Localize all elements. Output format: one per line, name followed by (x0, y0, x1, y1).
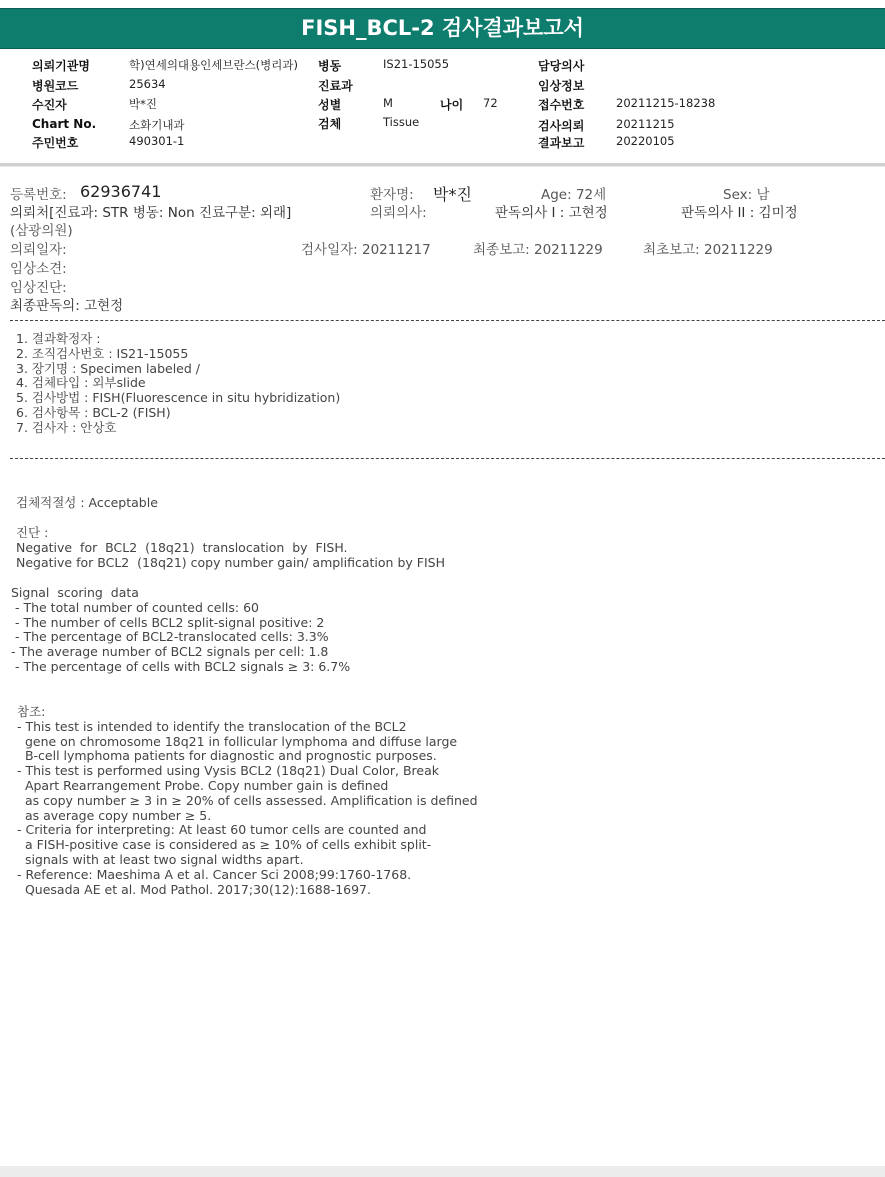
ssn-label: 주민번호 (32, 136, 79, 150)
final-report-date: 최종보고: 20211229 (473, 242, 603, 258)
header-divider-shadow (0, 166, 885, 167)
requester-line: 의뢰처[진료과: STR 병동: Non 진료구분: 외래] (10, 205, 292, 221)
reg-label: 등록번호: (10, 187, 67, 203)
final-reader: 최종판독의: 고현정 (10, 298, 124, 314)
ward-value: IS21-15055 (383, 57, 450, 71)
chart-label: Chart No. (32, 117, 97, 131)
institution-value: 학)연세의대용인세브란스(병리과) (129, 58, 298, 72)
test-items-list: 1. 결과확정자 : 2. 조직검사번호 : IS21-15055 3. 장기명 : Specimen labeled / 4. 검체타입 : 외부slide 5. 검사방법 : FISH(Fluorescence in situ hybridization) 6. 검사항목 : BCL-2 (FISH) 7. 검사자 : 안상호 (16, 331, 341, 435)
report-date-label: 결과보고 (538, 136, 585, 150)
dashed-divider-top (10, 320, 885, 321)
dept-label: 진료과 (318, 79, 353, 93)
hospital-code-label: 병원코드 (32, 79, 79, 93)
institution-label: 의뢰기관명 (32, 59, 90, 73)
request-date: 의뢰일자: (10, 242, 67, 258)
clinical-diagnosis: 임상진단: (10, 280, 67, 296)
sex-value: M (383, 96, 393, 110)
dashed-divider-bottom (10, 458, 885, 459)
age-value: 72 (483, 96, 498, 110)
specimen-value: Tissue (383, 115, 420, 129)
sex-label: 성별 (318, 98, 342, 112)
signal-scoring-data: Signal scoring data - The total number of counted cells: 60 - The number of cells BCL2 split-signal positive: 2 - The percentage of BCL2-translocated cells: 3.3% - The average number of BCL2 signals per cell: 1.8 - The percentage of cells with BCL2 signals ≥ 3: 6.7% (11, 585, 351, 674)
specimen-label: 검체 (318, 117, 342, 131)
receipt-value: 20211215-18238 (616, 96, 716, 110)
age-label: 나이 (440, 98, 464, 112)
patient-value: 박*진 (129, 97, 157, 111)
reg-value: 62936741 (80, 182, 162, 201)
sex-text: Sex: 남 (723, 187, 770, 203)
reference-section: 참조: - This test is intended to identify the translocation of the BCL2 gene on chromosome 18q21 in follicular lymphoma and diffuse large B-cell lymphoma patients for diagnostic and prognostic purposes. - This test is performed using Vysis BCL2 (18q21) Dual Color, Break Apart Rearrangement Probe. Copy number gain is defined as copy number ≥ 3 in ≥ 20% of cells assessed. Amplification is defined as average copy number ≥ 5. - Criteria for interpreting: At least 60 tumor cells are counted and a FISH-positive case is considered as ≥ 10% of cells exhibit split- signals with at least two signal widths apart. - Reference: Maeshima A et al. Cancer Sci 2008;99:1760-1768. Quesada AE et al. Mod Pathol. 2017;30(12):1688-1697. (17, 704, 478, 897)
receipt-label: 접수번호 (538, 98, 585, 112)
chart-value: 소화기내과 (129, 118, 185, 132)
age-text: Age: 72세 (541, 187, 607, 203)
request-label: 검사의뢰 (538, 119, 585, 133)
request-value: 20211215 (616, 117, 675, 131)
patient-label: 수진자 (32, 98, 67, 112)
patient-name-value: 박*진 (433, 185, 472, 204)
patient-name-label: 환자명: (370, 187, 414, 203)
diagnosis-section: 진단 : Negative for BCL2 (18q21) translocation by FISH. Negative for BCL2 (18q21) copy number gain/ amplification by FISH (16, 525, 445, 570)
doctor-label: 담당의사 (538, 59, 585, 73)
requesting-doctor: 의뢰의사: (370, 205, 427, 221)
report-title: FISH_BCL-2 검사결과보고서 (0, 8, 885, 49)
exam-date: 검사일자: 20211217 (301, 242, 431, 258)
clinical-findings: 임상소견: (10, 261, 67, 277)
footer-bar (0, 1166, 885, 1177)
reader-1: 판독의사 I : 고현정 (495, 205, 608, 221)
reader-2: 판독의사 II : 김미정 (681, 205, 798, 221)
specimen-adequacy: 검체적절성 : Acceptable (16, 495, 158, 510)
hospital-code-value: 25634 (129, 77, 166, 91)
first-report-date: 최초보고: 20211229 (643, 242, 773, 258)
clinic-name: (삼광의원) (10, 223, 73, 239)
ssn-value: 490301-1 (129, 134, 185, 148)
clinical-info-label: 임상정보 (538, 79, 585, 93)
report-date-value: 20220105 (616, 134, 675, 148)
ward-label: 병동 (318, 59, 342, 73)
